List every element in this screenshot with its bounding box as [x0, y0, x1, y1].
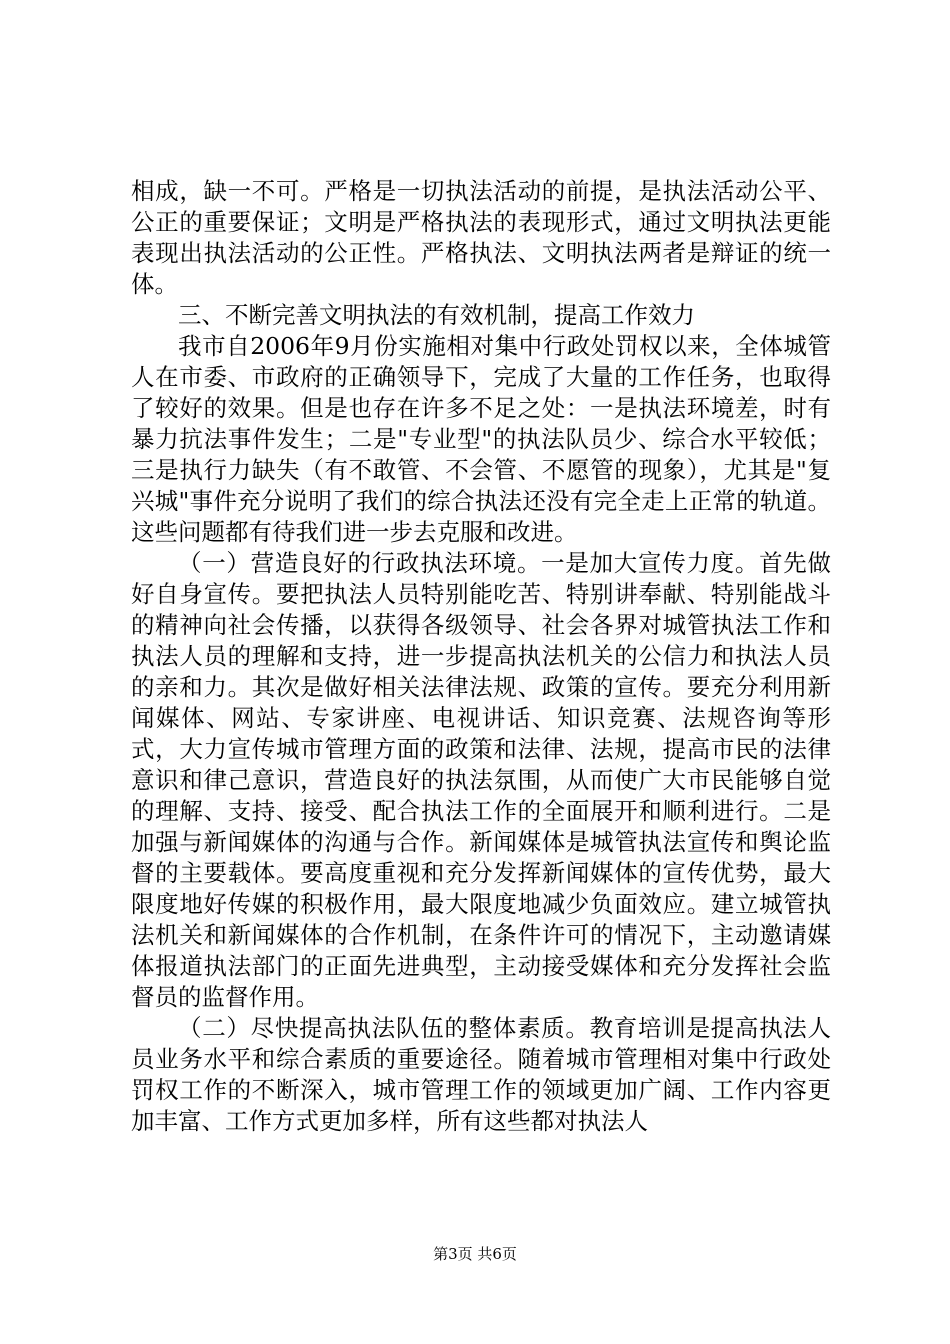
paragraph-environment: （一）营造良好的行政执法环境。一是加大宣传力度。首先做好自身宣传。要把执法人员特别能吃苦、特别讲奉献、特别能战斗的精神向社会传播，以获得各级领导、社会各界对城管执法工作和执法人员的理解和支持，进一步提高执法机关的公信力和执法人员的亲和力。其次是做好相关法律法规、政策的宣传。要充分利用新闻媒体、网站、专家讲座、电视讲话、知识竞赛、法规咨询等形式，大力宣传城市管理方面的政策和法律、法规，提高市民的法律意识和律己意识，营造良好的执法氛围，从而使广大市民能够自觉的理解、支持、接受、配合执法工作的全面展开和顺利进行。二是加强与新闻媒体的沟通与合作。新闻媒体是城管执法宣传和舆论监督的主要载体。要高度重视和充分发挥新闻媒体的宣传优势，最大限度地好传媒的积极作用，最大限度地减少负面效应。建立城管执法机关和新闻媒体的合作机制，在条件许可的情况下，主动邀请媒体报道执法部门的正面先进典型，主动接受媒体和充分发挥社会监督员的监督作用。 [131, 549, 831, 1011]
section-heading: 三、不断完善文明执法的有效机制，提高工作效力 [178, 301, 695, 329]
document-body [131, 176, 831, 1137]
page-footer: 第3页 共6页 [433, 1245, 517, 1263]
paragraph-continuation: 相成，缺一不可。严格是一切执法活动的前提，是执法活动公平、公正的重要保证；文明是严格执法的表现形式，通过文明执法更能表现出执法活动的公正性。严格执法、文明执法两者是辩证的统一体。 [131, 177, 831, 298]
paragraph-quality: （二）尽快提高执法队伍的整体素质。教育培训是提高执法人员业务水平和综合素质的重要途径。随着城市管理相对集中行政处罚权工作的不断深入，城市管理工作的领域更加广阔、工作内容更加丰富、工作方式更加多样，所有这些都对执法人 [131, 1014, 831, 1135]
paragraph-problems: 我市自2006年9月份实施相对集中行政处罚权以来，全体城管人在市委、市政府的正确领导下，完成了大量的工作任务，也取得了较好的效果。但是也存在许多不足之处：一是执法环境差，时有暴力抗法事件发生；二是"专业型"的执法队员少、综合水平较低；三是执行力缺失（有不敢管、不会管、不愿管的现象），尤其是"复兴城"事件充分说明了我们的综合执法还没有完全走上正常的轨道。这些问题都有待我们进一步去克服和改进。 [131, 332, 831, 546]
